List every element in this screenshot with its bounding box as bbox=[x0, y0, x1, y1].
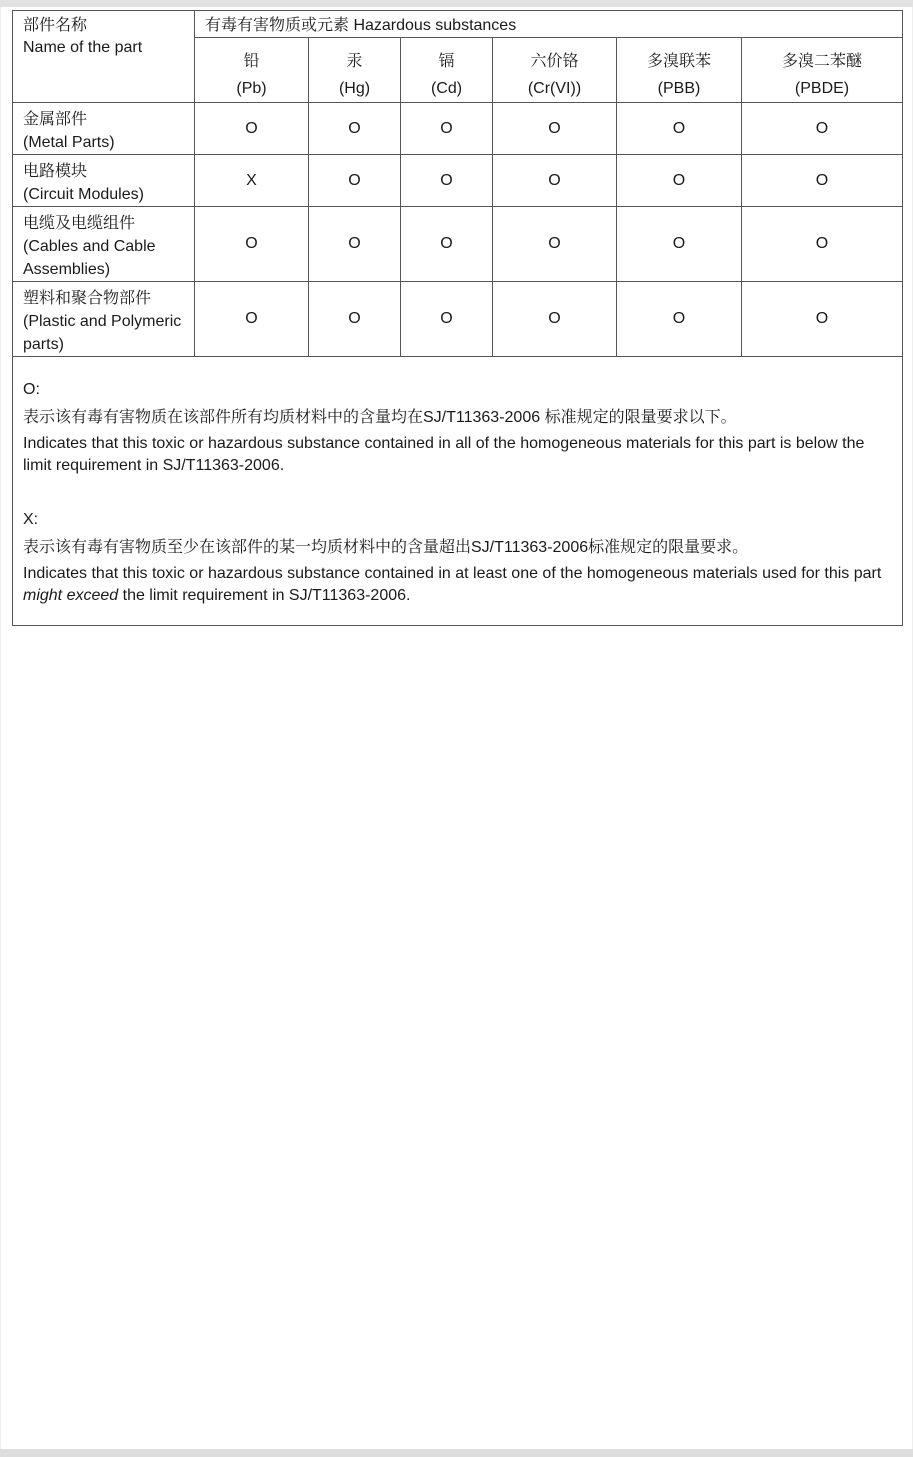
mark-cell: O bbox=[401, 155, 493, 207]
substance-code: (Cd) bbox=[430, 80, 463, 97]
part-name-header-zh: 部件名称 bbox=[23, 17, 88, 34]
table-row-circuit-modules bbox=[13, 155, 903, 207]
row-label bbox=[13, 103, 195, 155]
mark-cell: O bbox=[617, 103, 742, 155]
row-label-zh: 电缆及电缆组件 bbox=[23, 215, 136, 232]
mark-cell: O bbox=[195, 103, 309, 155]
row-label-zh: 塑料和聚合物部件 bbox=[23, 290, 152, 307]
substance-name: 六价铬 bbox=[530, 53, 579, 70]
substance-code: (Cr(VI)) bbox=[527, 80, 582, 97]
substance-header-crvi bbox=[493, 38, 617, 103]
hazardous-substances-table bbox=[12, 10, 903, 626]
row-label-en: (Plastic and Polymeric parts) bbox=[23, 313, 182, 353]
part-name-header bbox=[13, 11, 195, 103]
mark-cell: O bbox=[401, 103, 493, 155]
mark-cell: O bbox=[309, 103, 401, 155]
mark-cell: X bbox=[195, 155, 309, 207]
substance-name: 多溴联苯 bbox=[646, 53, 711, 70]
mark-cell: O bbox=[309, 207, 401, 282]
mark-cell: O bbox=[195, 282, 309, 357]
substance-code: (PBB) bbox=[657, 80, 701, 97]
mark-cell: O bbox=[195, 207, 309, 282]
notes-cell bbox=[13, 357, 903, 626]
note-x-en-emphasis: might exceed bbox=[23, 587, 119, 604]
viewer-bottom-strip bbox=[0, 1449, 913, 1457]
mark-cell: O bbox=[617, 207, 742, 282]
mark-cell: O bbox=[309, 155, 401, 207]
row-label-en: (Cables and Cable Assemblies) bbox=[23, 238, 156, 278]
note-x-en bbox=[23, 563, 892, 607]
mark-cell: O bbox=[742, 207, 903, 282]
substance-header-pbb bbox=[617, 38, 742, 103]
mark-cell: O bbox=[401, 207, 493, 282]
mark-cell: O bbox=[493, 155, 617, 207]
substance-code: (PBDE) bbox=[794, 80, 850, 97]
note-o-zh: 表示该有毒有害物质在该部件所有均质材料中的含量均在SJ/T11363-2006 标准规定的限量要求以下。 bbox=[23, 409, 737, 426]
row-label bbox=[13, 282, 195, 357]
substance-name: 镉 bbox=[438, 53, 455, 70]
mark-cell: O bbox=[742, 155, 903, 207]
row-label-zh: 金属部件 bbox=[23, 111, 88, 128]
note-o-en: Indicates that this toxic or hazardous substance contained in all of the homogeneous materials for this part is below the limit requirement in SJ/T11363-2006. bbox=[23, 435, 865, 474]
row-label-en: (Metal Parts) bbox=[23, 134, 115, 151]
note-x-en-before: Indicates that this toxic or hazardous substance contained in at least one of the homogeneous materials used for this part bbox=[23, 565, 882, 582]
mark-cell: O bbox=[617, 155, 742, 207]
substance-name: 铅 bbox=[243, 53, 260, 70]
viewer-top-strip bbox=[0, 0, 913, 7]
mark-cell: O bbox=[493, 103, 617, 155]
mark-cell: O bbox=[401, 282, 493, 357]
note-x-en-after: the limit requirement in SJ/T11363-2006. bbox=[118, 587, 411, 604]
substance-header-pb bbox=[195, 38, 309, 103]
mark-cell: O bbox=[742, 103, 903, 155]
mark-cell: O bbox=[309, 282, 401, 357]
table-row-cables bbox=[13, 207, 903, 282]
mark-cell: O bbox=[493, 207, 617, 282]
note-o-key: O: bbox=[23, 381, 40, 398]
notes-row bbox=[13, 357, 903, 626]
hazardous-substances-header: 有毒有害物质或元素 Hazardous substances bbox=[195, 11, 903, 38]
substance-header-hg bbox=[309, 38, 401, 103]
substance-code: (Hg) bbox=[338, 80, 371, 97]
table-row-plastic-parts bbox=[13, 282, 903, 357]
substance-code: (Pb) bbox=[236, 80, 267, 97]
part-name-header-en: Name of the part bbox=[23, 39, 143, 56]
row-label bbox=[13, 207, 195, 282]
page-left-edge bbox=[0, 7, 1, 1449]
mark-cell: O bbox=[617, 282, 742, 357]
row-label-zh: 电路模块 bbox=[23, 163, 88, 180]
row-label bbox=[13, 155, 195, 207]
substance-name: 汞 bbox=[346, 53, 363, 70]
substance-header-cd bbox=[401, 38, 493, 103]
substance-name: 多溴二苯醚 bbox=[782, 53, 863, 70]
note-x-zh: 表示该有毒有害物质至少在该部件的某一均质材料中的含量超出SJ/T11363-2006标准规定的限量要求。 bbox=[23, 539, 749, 556]
mark-cell: O bbox=[742, 282, 903, 357]
note-x-key: X: bbox=[23, 511, 39, 528]
row-label-en: (Circuit Modules) bbox=[23, 186, 144, 203]
mark-cell: O bbox=[493, 282, 617, 357]
table-row-metal-parts bbox=[13, 103, 903, 155]
substance-header-pbde bbox=[742, 38, 903, 103]
